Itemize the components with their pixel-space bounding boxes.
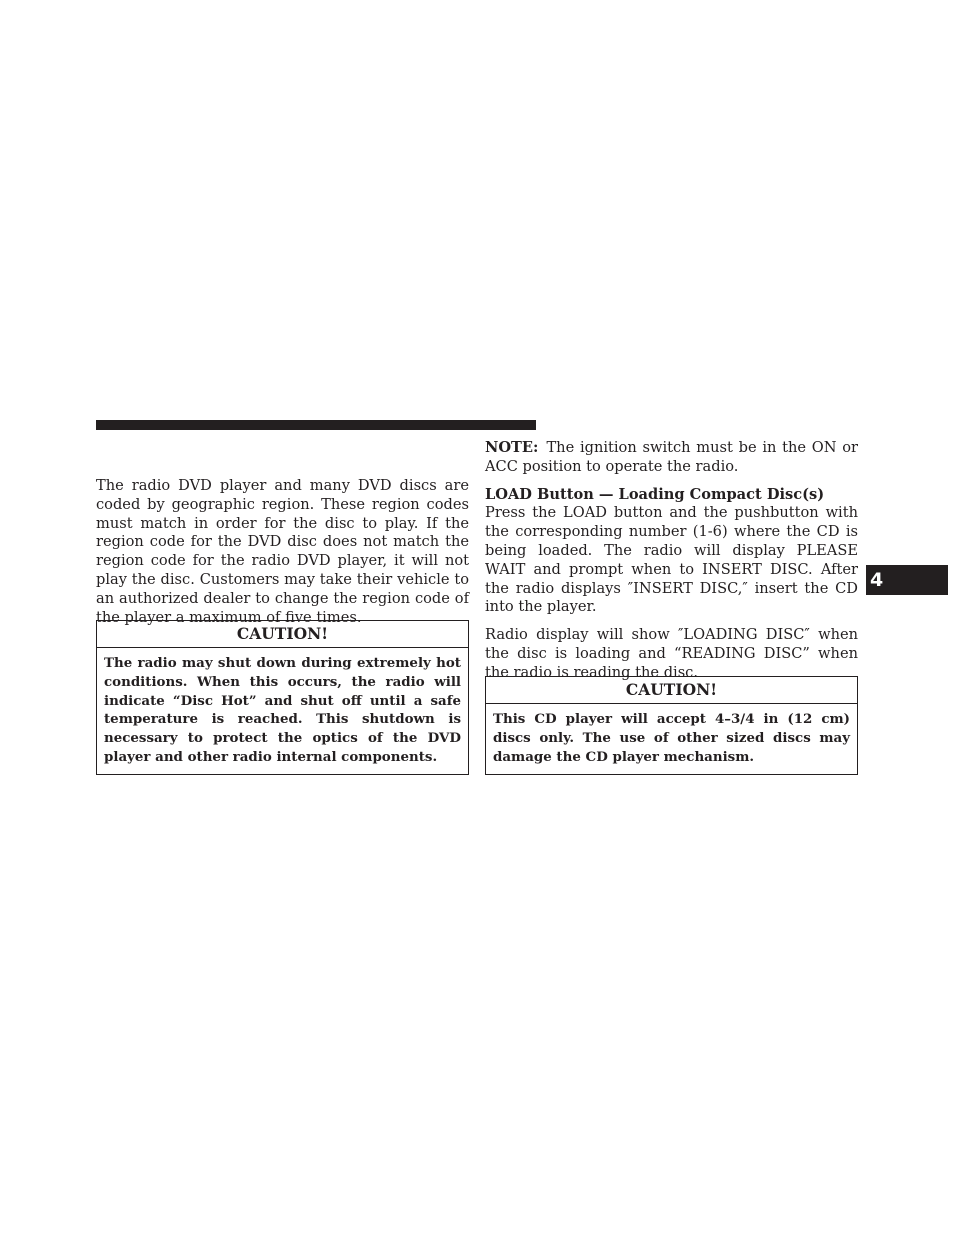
- left-column: [96, 477, 469, 627]
- note-label: NOTE:: [485, 439, 539, 456]
- note-paragraph: [485, 439, 858, 477]
- caution-title: CAUTION!: [486, 677, 857, 704]
- caution-title: CAUTION!: [97, 621, 468, 648]
- caution-box-disc-size: [485, 676, 858, 775]
- caution-box-disc-hot: [96, 620, 469, 775]
- load-button-paragraph: Press the LOAD button and the pushbutton with the corresponding number (1-6) where the CD is being loaded. The radio will display PLEASE WAIT and prompt when to INSERT DISC. After the radio displays ″INSERT DISC,″ insert the CD into the player.: [485, 504, 858, 616]
- right-column: [485, 439, 858, 683]
- loading-disc-paragraph: Radio display will show ″LOADING DISC″ when the disc is loading and “READING DISC” when the radio is reading the disc.: [485, 626, 858, 681]
- caution-body: This CD player will accept 4–3/4 in (12 cm) discs only. The use of other sized discs may damage the CD player mechanism.: [493, 711, 850, 765]
- load-button-heading: LOAD Button — Loading Compact Disc(s): [485, 485, 825, 503]
- chapter-tab: 4: [866, 565, 948, 595]
- note-text: The ignition switch must be in the ON or ACC position to operate the radio.: [485, 439, 858, 475]
- region-code-paragraph: The radio DVD player and many DVD discs are coded by geographic region. These region codes must match in order for the disc to play. If the region code for the DVD disc does not match the region code for the radio DVD player, it will not play the disc. Customers may take their vehicle to an authorized dealer to change the region code of the player a maximum of five times.: [96, 477, 469, 626]
- caution-body: The radio may shut down during extremely hot conditions. When this occurs, the radio will indicate “Disc Hot” and shut off until a safe temperature is reached. This shutdown is necessary to protect the optics of the DVD player and other radio internal components.: [104, 655, 461, 765]
- section-header-bar: [96, 420, 536, 430]
